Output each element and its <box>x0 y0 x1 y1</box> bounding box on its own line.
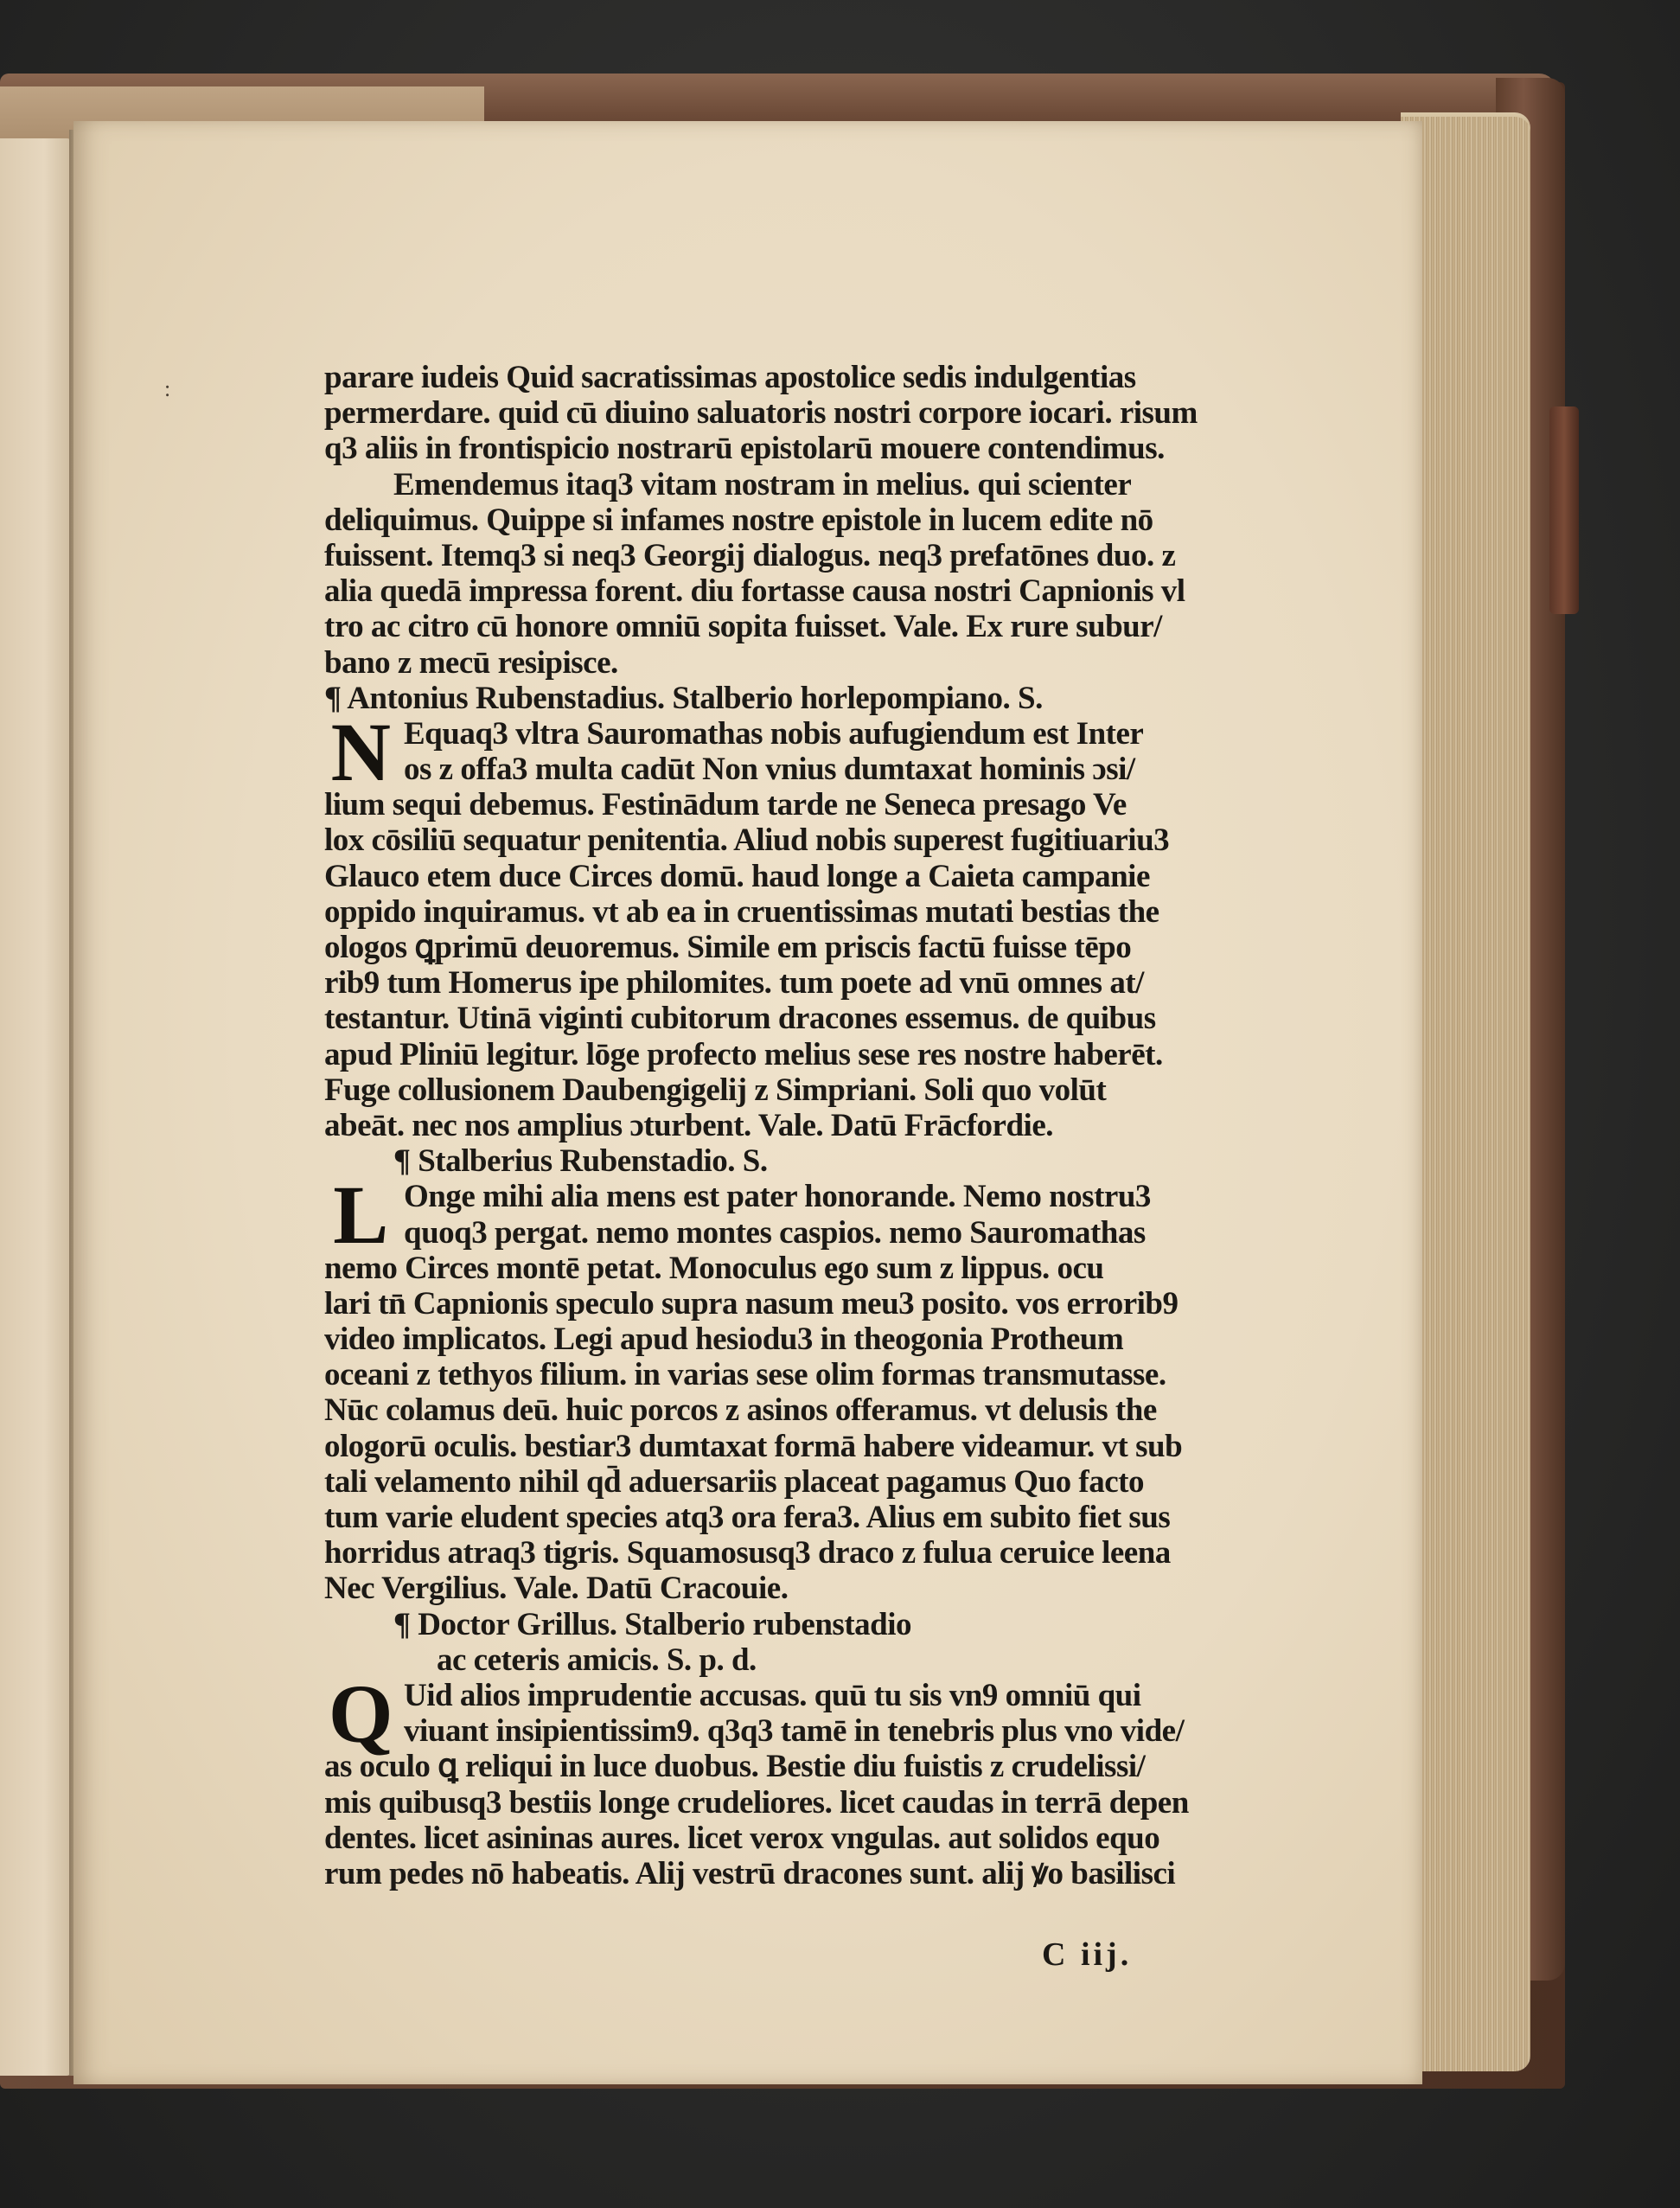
margin-mark: : <box>164 376 171 401</box>
text-line: tum varie eludent species atq3 ora fera3. Alius em subito fiet sus <box>324 1500 1171 1535</box>
book-clasp <box>1549 406 1579 614</box>
text-line: lari tn̄ Capnionis speculo supra nasum meu3 posito. vos errorib9 <box>324 1285 1179 1322</box>
text-line: Glauco etem duce Circes domū. haud longe a Caieta campanie <box>324 858 1150 894</box>
text-line: os z offa3 multa cadūt Non vnius dumtaxat hominis ɔsi/ <box>404 752 1135 788</box>
text-line: lox cōsiliū sequatur penitentia. Aliud nobis superest fugitiuariu3 <box>324 822 1170 859</box>
text-line: oppido inquiramus. vt ab ea in cruentissimas mutati bestias the <box>324 893 1159 930</box>
letter-body <box>324 705 1241 1143</box>
left-page-edge <box>0 138 73 2076</box>
text-line: parare iudeis Quid sacratissimas apostolice sedis indulgentias <box>324 360 1136 395</box>
text-line: Equaq3 vltra Sauromathas nobis aufugiendum est Inter <box>404 715 1144 752</box>
text-line: Emendemus itaq3 vitam nostram in melius. qui scienter <box>393 466 1132 502</box>
text-line: rum pedes nō habeatis. Alij vestrū dracones sunt. alij ꝟo basilisci <box>324 1855 1176 1891</box>
text-line: ologorū oculis. bestiar3 dumtaxat formā habere videamur. vt sub <box>324 1428 1183 1464</box>
text-line: quoq3 pergat. nemo montes caspios. nemo Sauromathas <box>404 1214 1146 1251</box>
letter-body <box>324 1667 1241 1891</box>
text-line: Fuge collusionem Daubengigelij z Simpriani. Soli quo volūt <box>324 1072 1107 1108</box>
text-line: alia quedā impressa forent. diu fortasse causa nostri Capnionis vl <box>324 573 1185 610</box>
dropcap-initial: L <box>333 1168 388 1262</box>
text-line: tali velamento nihil qd̄ aduersariis placeat pagamus Quo facto <box>324 1463 1144 1500</box>
letter-heading: ¶ Doctor Grillus. Stalberio rubenstadio <box>393 1606 912 1642</box>
letter-body <box>324 1168 1241 1607</box>
text-line: Nec Vergilius. Vale. Datū Cracouie. <box>324 1571 789 1607</box>
text-line: q3 aliis in frontispicio nostrarū epistolarū mouere contendimus. <box>324 431 1165 467</box>
text-line: Nūc colamus deū. huic porcos z asinos offeramus. vt delusis the <box>324 1392 1157 1429</box>
text-line: fuissent. Itemq3 si neq3 Georgij dialogus. neq3 prefatōnes duo. z <box>324 537 1176 573</box>
dropcap-initial: N <box>330 705 391 798</box>
text-line: apud Pliniū legitur. lōge profecto melius sese res nostre haberēt. <box>324 1036 1163 1072</box>
text-line: lium sequi debemus. Festinādum tarde ne Seneca presago Ve <box>324 787 1127 823</box>
text-line: permerdare. quid cū diuino saluatoris nostri corpore iocari. risum <box>324 395 1198 432</box>
printed-text-block <box>324 360 1241 1891</box>
letter-heading: ¶ Stalberius Rubenstadio. S. <box>393 1143 768 1180</box>
text-line: oceani z tethyos filium. in varias sese olim formas transmutasse. <box>324 1357 1166 1393</box>
signature-mark: C iij. <box>1042 1936 1133 1973</box>
text-line: viuant insipientissim9. q3q3 tamē in tenebris plus vno vide/ <box>404 1713 1185 1750</box>
text-line: video implicatos. Legi apud hesiodu3 in theogonia Protheum <box>324 1322 1124 1358</box>
text-line: deliquimus. Quippe si infames nostre epistole in lucem edite nō <box>324 502 1153 538</box>
text-line: nemo Circes montē petat. Monoculus ego sum z lippus. ocu <box>324 1250 1104 1286</box>
right-page <box>73 121 1422 2084</box>
letter-heading: ac ceteris amicis. S. p. d. <box>437 1642 757 1678</box>
text-line: Onge mihi alia mens est pater honorande. Nemo nostru3 <box>404 1179 1151 1215</box>
text-line: ologos ꝗprimū deuoremus. Simile em priscis factū fuisse tēpo <box>324 930 1132 965</box>
text-line: dentes. licet asininas aures. licet verox vngulas. aut solidos equo <box>324 1820 1160 1856</box>
text-line: mis quibusq3 bestiis longe crudeliores. licet caudas in terrā depen <box>324 1784 1189 1821</box>
text-line: rib9 tum Homerus ipe philomites. tum poete ad vnū omnes at/ <box>324 965 1144 1002</box>
text-line: testantur. Utinā viginti cubitorum dracones essemus. de quibus <box>324 1001 1156 1037</box>
letter-heading: ¶ Antonius Rubenstadius. Stalberio horlepompiano. S. <box>324 680 1043 716</box>
text-line: tro ac citro cū honore omniū sopita fuisset. Vale. Ex rure subur/ <box>324 609 1162 645</box>
dropcap-initial: Q <box>328 1667 393 1760</box>
text-line: as oculo ꝗ reliqui in luce duobus. Bestie diu fuistis z crudelissi/ <box>324 1749 1146 1785</box>
text-line: Uid alios imprudentie accusas. quū tu sis vn9 omniū qui <box>404 1677 1141 1713</box>
text-line: abeāt. nec nos amplius ɔturbent. Vale. Datū Frācfordie. <box>324 1107 1053 1143</box>
text-line: bano z mecū resipisce. <box>324 644 618 681</box>
text-line: horridus atraq3 tigris. Squamosusq3 draco z fulua ceruice leena <box>324 1535 1171 1571</box>
